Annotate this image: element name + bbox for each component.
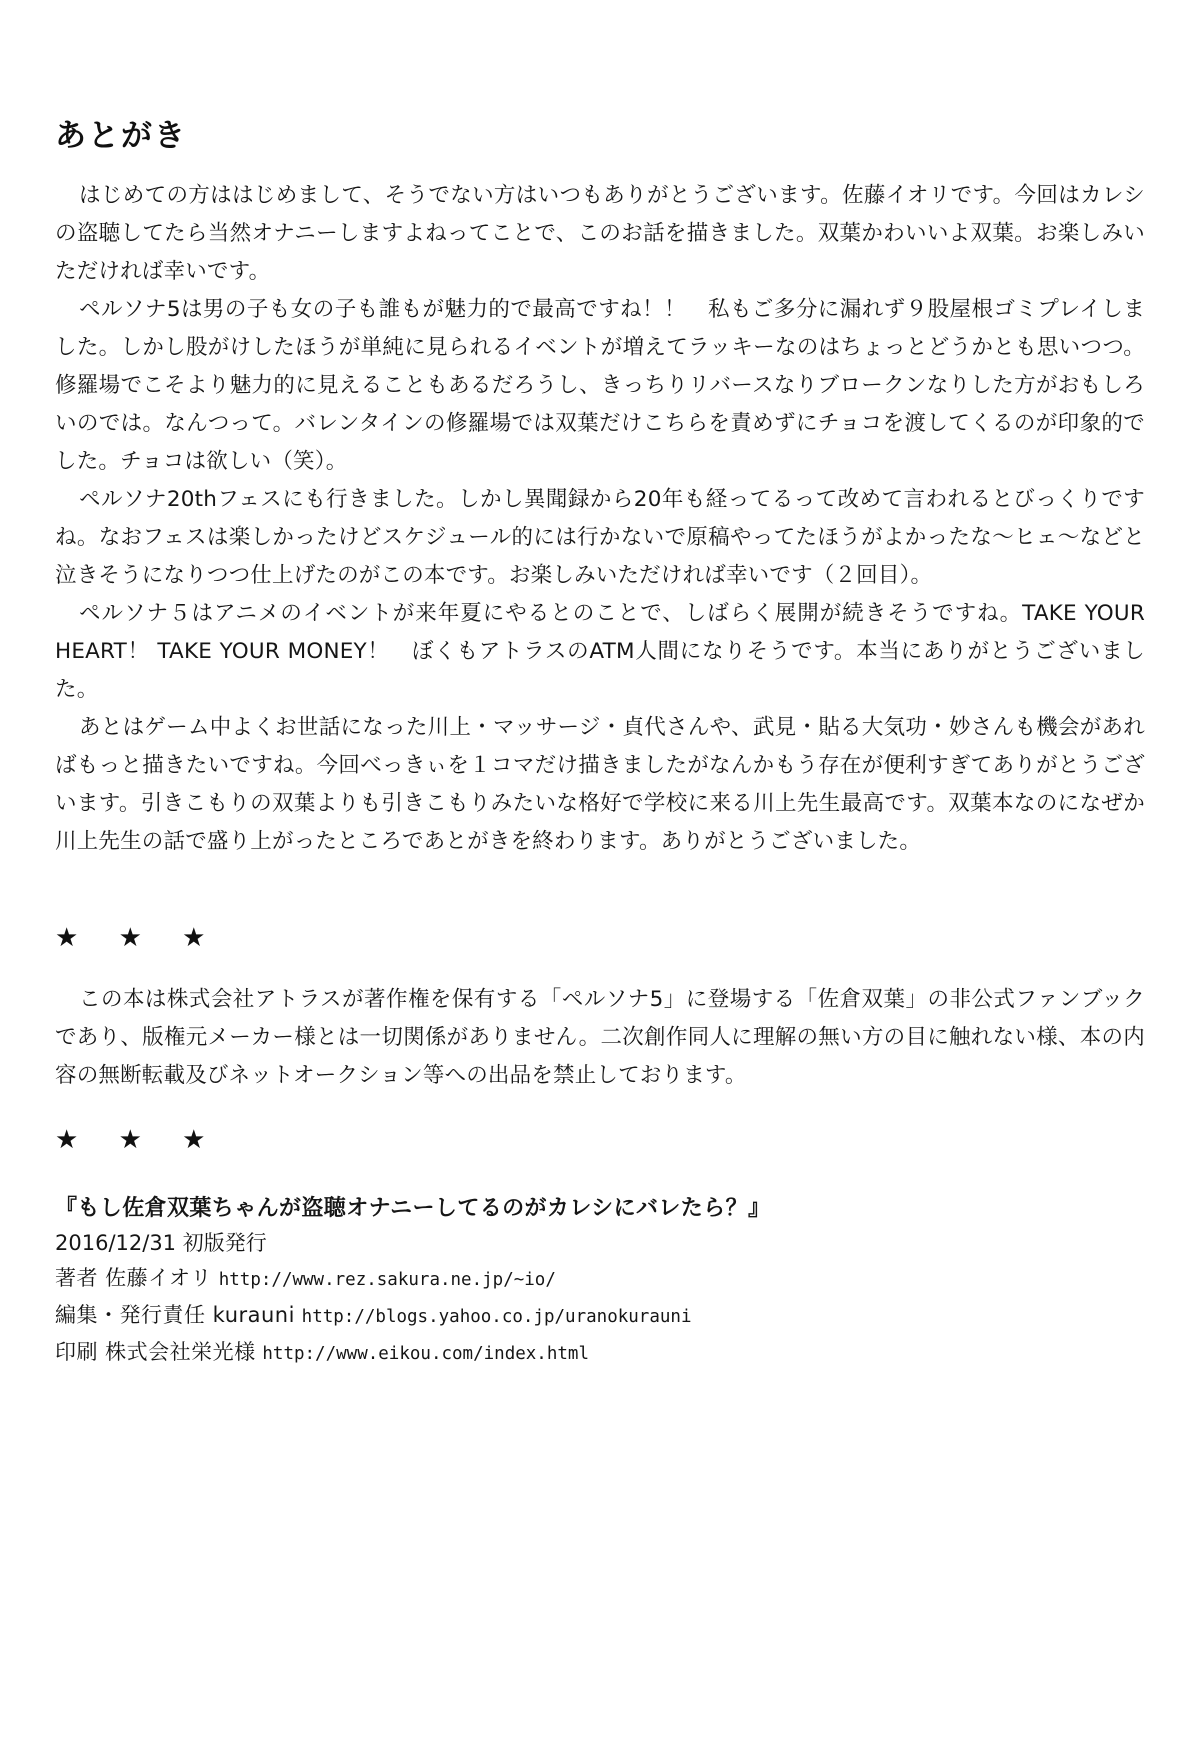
paragraph-1: はじめての方ははじめまして、そうでない方はいつもありがとうございます。佐藤イオリです。今回はカレシの盗聴してたら当然オナニーしますよねってことで、このお話を描きました。双葉かわいいよ双葉。お楽しみいただければ幸いです。 [55,183,1145,284]
paragraph-2: ペルソナ5は男の子も女の子も誰もが魅力的で最高ですね！！ 私もご多分に漏れず９股屋根ゴミプレイしました。しかし股がけしたほうが単純に見られるイベントが増えてラッキーなのはちょっとどうかとも思いつつ。修羅場でこそより魅力的に見えることもあるだろうし、きっちりリバースなりブロークンなりした方がおもしろいのでは。なんつって。バレンタインの修羅場では双葉だけこちらを責めずにチョコを渡してくるのが印象的でした。チョコは欲しい（笑）。 [55,297,1145,474]
colophon-editor-row [55,1298,1145,1335]
divider-stars-bottom: ★ ★ ★ [55,1125,222,1155]
paragraph-4: ペルソナ５はアニメのイベントが来年夏にやるとのことで、しばらく展開が続きそうですね。TAKE YOUR HEART！ TAKE YOUR MONEY！ ぼくもアトラスのATM人間になりそうです。本当にありがとうございました。 [55,601,1145,702]
paragraph-3: ペルソナ20thフェスにも行きました。しかし異聞録から20年も経ってるって改めて言われるとびっくりですね。なおフェスは楽しかったけどスケジュール的には行かないで原稿やってたほうがよかったな〜ヒェ〜などと泣きそうになりつつ仕上げたのがこの本です。お楽しみいただければ幸いです（２回目）。 [55,487,1145,588]
spacer-2 [55,951,1145,981]
colophon-title: 『もし佐倉双葉ちゃんが盗聴オナニーしてるのがカレシにバレたら？』 [55,1196,771,1221]
colophon-author-row [55,1261,1145,1298]
afterword-content [55,110,1145,1372]
divider-stars-top: ★ ★ ★ [55,923,222,953]
colophon-editor-url[interactable]: http://blogs.yahoo.co.jp/uranokurauni [301,1307,692,1327]
colophon-author-label: 著者 佐藤イオリ [55,1266,213,1290]
spacer-3 [55,1095,1145,1127]
page-title: あとがき [55,118,187,154]
paragraph-5: あとはゲーム中よくお世話になった川上・マッサージ・貞代さんや、武見・貼る大気功・妙さんも機会があればもっと描きたいですね。今回べっきぃを１コマだけ描きましたがなんかもう存在が便利すぎてありがとうございます。引きこもりの双葉よりも引きこもりみたいな格好で学校に来る川上先生最高です。双葉本なのになぜか川上先生の話で盛り上がったところであとがきを終わります。ありがとうございました。 [55,715,1145,854]
colophon-publish-date: 2016/12/31 初版発行 [55,1231,267,1255]
colophon-printer-label: 印刷 株式会社栄光様 [55,1340,256,1364]
colophon-author-url[interactable]: http://www.rez.sakura.ne.jp/~io/ [218,1270,556,1290]
colophon-editor-label: 編集・発行責任 kurauni [55,1303,295,1327]
colophon [55,1191,1145,1372]
copyright-notice: この本は株式会社アトラスが著作権を保有する「ペルソナ5」に登場する「佐倉双葉」の非公式ファンブックであり、版権元メーカー様とは一切関係がありません。二次創作同人に理解の無い方の目に触れない様、本の内容の無断転載及びネットオークション等への出品を禁止しております。 [55,987,1145,1088]
colophon-printer-url[interactable]: http://www.eikou.com/index.html [262,1344,589,1364]
colophon-printer-row [55,1335,1145,1372]
spacer-1 [55,861,1145,925]
spacer-4 [55,1153,1145,1191]
